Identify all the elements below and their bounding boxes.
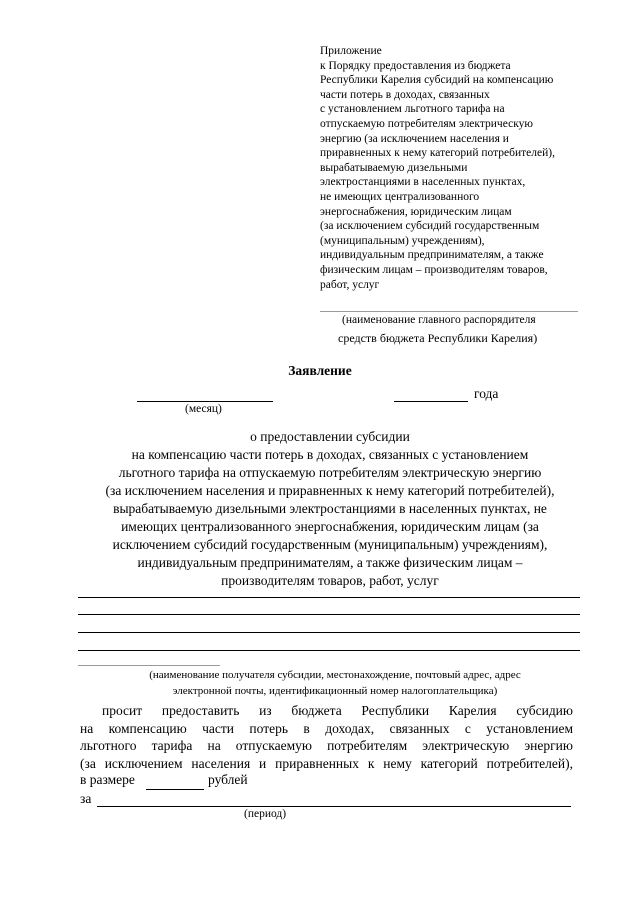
amount-prefix: в размере (80, 772, 135, 787)
distributor-name-line[interactable] (320, 311, 578, 312)
appendix-line: Республики Карелия субсидий на компенсацию (320, 74, 554, 87)
appendix-line: к Порядку предоставления из бюджета (320, 59, 511, 72)
appendix-line: работ, услуг (320, 278, 380, 291)
recipient-caption-line2: электронной почты, идентификационный номер налогоплательщика) (172, 685, 498, 697)
appendix-line: Приложение (320, 45, 382, 57)
appendix-line: энергоснабжения, юридическим лицам (320, 205, 512, 218)
subject-line: производителям товаров, работ, услуг (221, 573, 439, 588)
recipient-caption (80, 667, 590, 699)
year-input-line[interactable] (394, 401, 468, 402)
amount-suffix: рублей (208, 772, 248, 787)
appendix-line: с установлением льготного тарифа на (320, 103, 505, 116)
recipient-input-line-2[interactable] (78, 614, 580, 615)
appendix-line: части потерь в доходах, связанных (320, 88, 490, 101)
subject-line: льготного тарифа на отпускаемую потребителям электрическую энергию (118, 465, 542, 480)
subject-line: о предоставлении субсидии (250, 429, 410, 444)
request-line: на компенсацию части потерь в доходах, связанных с установлением (80, 720, 573, 736)
request-line: просит предоставить из бюджета Республики Карелия субсидию (102, 703, 573, 718)
subject-line: индивидуальным предпринимателям, а также физическим лицам – (137, 555, 523, 570)
appendix-line: вырабатываемую дизельными (320, 161, 468, 174)
subject-line: (за исключением населения и приравненных к нему категорий потребителей), (105, 483, 555, 498)
subject-line: имеющих централизованного энергоснабжения, юридическим лицам (за (121, 519, 539, 534)
appendix-line: отпускаемую потребителям электрическую (320, 117, 533, 130)
subject-line: исключением субсидий государственным (муниципальным) учреждениям), (112, 537, 548, 552)
request-line: (за исключением населения и приравненных к нему категорий потребителей), (80, 755, 573, 771)
appendix-line: приравненных к нему категорий потребителей), (320, 147, 555, 160)
period-prefix: за (80, 791, 92, 806)
appendix-line: электростанциями в населенных пунктах, (320, 176, 526, 189)
recipient-caption-line1: (наименование получателя субсидии, местонахождение, почтовый адрес, адрес (149, 669, 521, 681)
appendix-line: энергию (за исключением населения и (320, 132, 509, 145)
application-subject (60, 428, 600, 590)
distributor-caption-line1: (наименование главного распорядителя (342, 314, 536, 326)
appendix-line: не имеющих централизованного (320, 190, 480, 203)
recipient-input-line-3[interactable] (78, 632, 580, 633)
month-caption: (месяц) (185, 403, 222, 415)
appendix-line: физическим лицам – производителям товаров, (320, 263, 548, 276)
subject-line: вырабатываемую дизельными электростанциями в населенных пунктах, не (113, 501, 547, 516)
month-input-line[interactable] (137, 401, 273, 402)
request-paragraph (80, 702, 573, 772)
appendix-line: индивидуальным предпринимателям, а также (320, 249, 544, 262)
year-label: года (474, 386, 499, 401)
recipient-short-line (78, 665, 220, 666)
appendix-line: (муниципальным) учреждениям), (320, 234, 485, 247)
request-line: льготного тарифа на отпускаемую потребителям электрическую энергию (80, 738, 573, 753)
period-caption: (период) (244, 808, 287, 820)
amount-input-line[interactable] (146, 789, 204, 790)
period-input-line[interactable] (97, 806, 571, 807)
recipient-input-line-1[interactable] (78, 597, 580, 598)
appendix-header (320, 44, 590, 292)
recipient-input-line-4[interactable] (78, 650, 580, 651)
document-title: Заявление (288, 363, 352, 378)
appendix-line: (за исключением субсидий государственным (320, 220, 540, 233)
distributor-caption-line2: средств бюджета Республики Карелия) (338, 331, 538, 345)
subject-line: на компенсацию части потерь в доходах, связанных с установлением (131, 447, 529, 462)
